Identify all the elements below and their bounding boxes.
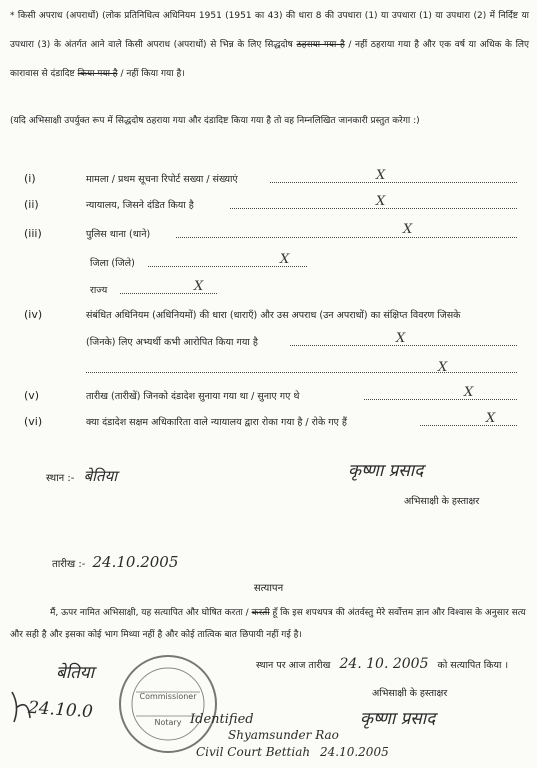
initials-mark-icon — [8, 690, 34, 724]
date-label: तारीख :- — [52, 559, 86, 570]
item-row-i — [8, 168, 517, 190]
intro-struck-2: किया गया है — [77, 69, 118, 79]
item-number: (v) — [24, 389, 40, 402]
verification-line — [256, 656, 508, 672]
fill-line — [270, 172, 517, 183]
item-label: संबंधित अधिनियम (अधिनियमों) की धारा (धाराएँ) और उस अपराध (उन अपराधों) का संक्षिप्त विवरण जिसके — [86, 310, 461, 321]
item-row-vi — [8, 411, 517, 433]
handwritten-date-left: 24.10.0 — [27, 697, 94, 723]
verification-line-date: 24. 10. 2005 — [339, 656, 429, 672]
cross-mark: X — [438, 360, 448, 375]
court-name: Civil Court Bettiah — [196, 745, 311, 759]
verification-line-suffix: को सत्यापित किया । — [437, 660, 509, 671]
verification-line-prefix: स्थान पर आज तारीख — [256, 660, 331, 671]
fill-line — [230, 198, 517, 209]
deponent-signature-caption-1: अभिसाक्षी के हस्ताक्षर — [404, 496, 480, 507]
fill-line — [364, 389, 517, 400]
cross-mark: X — [194, 279, 204, 294]
cross-mark: X — [376, 168, 386, 183]
item-row-iv — [8, 308, 517, 326]
item-row-iv-cont — [8, 331, 517, 353]
item-label: मामला / प्रथम सूचना रिपोर्ट सख्या / संख्याएं — [86, 174, 238, 185]
item-number: (vi) — [24, 415, 43, 428]
handwritten-place: बेतिया — [56, 663, 95, 683]
item-label: तारीख (तारीखें) जिनको दंडादेश सुनाया गया था / सुनाए गए थे — [86, 391, 300, 402]
notary-stamp — [116, 652, 220, 756]
date-field — [52, 553, 178, 571]
cross-mark: X — [280, 252, 290, 267]
item-row-state — [8, 279, 517, 301]
date-value: 24.10.2005 — [92, 553, 179, 571]
stamp-line-2: Notary — [154, 718, 182, 727]
instruction-paragraph: (यदि अभिसाक्षी उपर्युक्त रूप में सिद्धदोष ठहराया गया और दंडादिष्ट किया गया है तो वह निम्नलिखित जानकारी प्रस्तुत करेगा :) — [10, 116, 420, 126]
intro-struck-1: ठहराया गया है — [296, 40, 345, 50]
item-row-iv-line — [8, 362, 517, 380]
fill-line — [420, 415, 517, 426]
item-number: (iv) — [24, 308, 43, 321]
item-row-iii — [8, 222, 517, 245]
item-number: (i) — [24, 172, 36, 185]
stamp-seal-icon — [116, 652, 220, 756]
item-row-district — [8, 252, 517, 274]
item-label: पुलिस थाना (थाने) — [86, 229, 151, 240]
verification-struck: करती — [251, 608, 270, 618]
intro-paragraph — [10, 2, 529, 89]
verification-text-2: हूँ कि इस शपथपत्र की अंतर्वस्तु मेरे सर्वोत्तम ज्ञान और विश्वास के अनुसार सत्य और सही है और इसका कोई भाग मिथ्या नहीं है और कोई तात्विक बात छिपायी नहीं गई है। — [10, 608, 526, 640]
cross-mark: X — [403, 222, 413, 237]
verification-text-1: मैं, ऊपर नामित अभिसाक्षी, यह सत्यापित और घोषित करता / — [50, 608, 249, 618]
cross-mark: X — [486, 411, 496, 426]
place-value: बेतिया — [83, 467, 118, 485]
item-number: (ii) — [24, 198, 39, 211]
cross-mark: X — [376, 194, 386, 209]
place-field — [46, 466, 117, 486]
item-label: जिला (जिले) — [90, 258, 135, 269]
item-label: न्यायालय, जिसने दंडित किया है — [86, 200, 194, 211]
place-label: स्थान :- — [46, 473, 75, 484]
stamp-line-1: Commissioner — [139, 692, 197, 701]
identifier-name: Shyamsunder Rao — [228, 728, 339, 742]
intro-text-2: / नहीं ठहराया गया है और एक वर्ष या अधिक के लिए कारावास से दंडादिष्ट — [10, 40, 529, 79]
deponent-signature-2: कृष्णा प्रसाद — [360, 709, 436, 729]
verification-title: सत्यापन — [253, 583, 284, 594]
item-row-ii — [8, 194, 517, 216]
fill-line — [176, 227, 517, 238]
intro-text-1: * किसी अपराध (अपराधों) (लोक प्रतिनिधित्व अधिनियम 1951 (1951 का 43) की धारा 8 की उपधारा (1) या उपधारा (1) या उपधारा (2) में निर्दिष्ट या उपधारा (3) के अंतर्गत आने वाले किसी अपराध (अपराधों) से भिन्न के लिए सिद्धदोष — [10, 11, 529, 50]
item-label: (जिनके) लिए अभ्यर्थी कभी आरोपित किया गया है — [86, 337, 258, 348]
item-label: राज्य — [90, 285, 108, 296]
identified-note: Identified — [190, 712, 254, 727]
fill-line — [86, 362, 517, 373]
item-label: क्या दंडादेश सक्षम अधिकारिता वाले न्यायालय द्वारा रोका गया है / रोके गए हैं — [86, 417, 347, 428]
court-date: 24.10.2005 — [320, 745, 389, 759]
cross-mark: X — [464, 385, 474, 400]
verification-text — [10, 602, 527, 646]
deponent-signature-1: कृष्णा प्रसाद — [348, 461, 424, 481]
intro-text-3: / नहीं किया गया है। — [120, 69, 185, 79]
item-number: (iii) — [24, 227, 42, 240]
item-row-v — [8, 385, 517, 407]
deponent-signature-caption-2: अभिसाक्षी के हस्ताक्षर — [372, 688, 448, 699]
cross-mark: X — [396, 331, 406, 346]
